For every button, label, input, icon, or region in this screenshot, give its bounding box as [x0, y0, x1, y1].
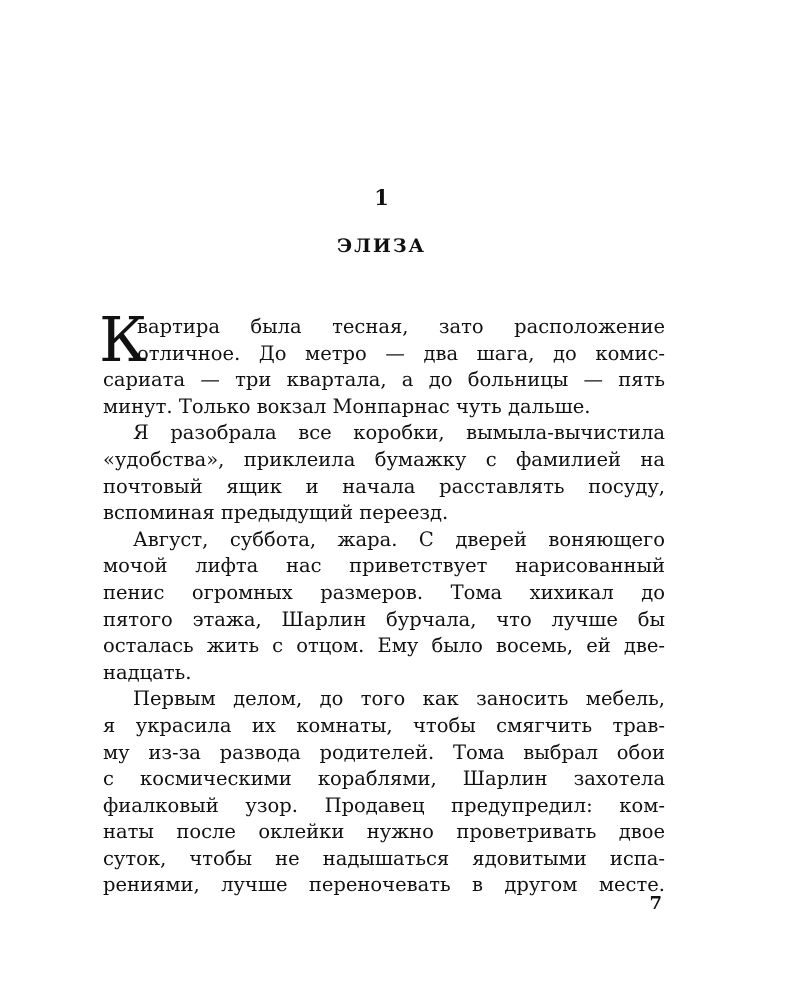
text-line: рениями, лучше переночевать в другом месте. — [103, 873, 665, 897]
text-line: пенис огромных размеров. Тома хихикал до — [103, 580, 665, 604]
text-line: осталась жить с отцом. Ему было восемь, ей две- — [103, 634, 665, 658]
text-line: фиалковый узор. Продавец предупредил: ком- — [103, 793, 665, 817]
text-line: надцать. — [103, 660, 192, 684]
text-line: с космическими кораблями, Шарлин захотела — [103, 767, 665, 791]
text-line: му из-за развода родителей. Тома выбрал обои — [103, 740, 665, 764]
text-line: вартира была тесная, зато расположение — [137, 315, 665, 338]
text-line: я украсила их комнаты, чтобы смягчить трав- — [103, 713, 665, 737]
text-line: суток, чтобы не надышаться ядовитыми испа- — [103, 846, 665, 870]
body-text — [103, 314, 665, 899]
text-line: Первым делом, до того как заносить мебель, — [133, 687, 665, 711]
text-line: почтовый ящик и начала расставлять посуду, — [103, 474, 665, 498]
text-line: сариата — три квартала, а до больницы — пять — [103, 368, 665, 392]
text-line: мочой лифта нас приветствует нарисованный — [103, 554, 665, 578]
text-line: наты после оклейки нужно проветривать двое — [103, 820, 665, 844]
text-line: «удобства», приклеила бумажку с фамилией на — [103, 447, 665, 471]
drop-cap: К — [99, 303, 147, 376]
chapter-title: ЭЛИЗА — [336, 235, 427, 257]
page-number: 7 — [649, 893, 662, 914]
text-line: вспоминая предыдущий переезд. — [103, 501, 449, 525]
text-line: отличное. До метро — два шага, до комис- — [137, 341, 665, 365]
text-line: минут. Только вокзал Монпарнас чуть дальше. — [103, 394, 591, 418]
text-line: пятого этажа, Шарлин бурчала, что лучше бы — [103, 607, 665, 631]
chapter-number: 1 — [374, 185, 389, 210]
text-line: Август, суббота, жара. С дверей воняющего — [133, 527, 665, 551]
text-line: Я разобрала все коробки, вымыла-вычистила — [133, 421, 665, 445]
